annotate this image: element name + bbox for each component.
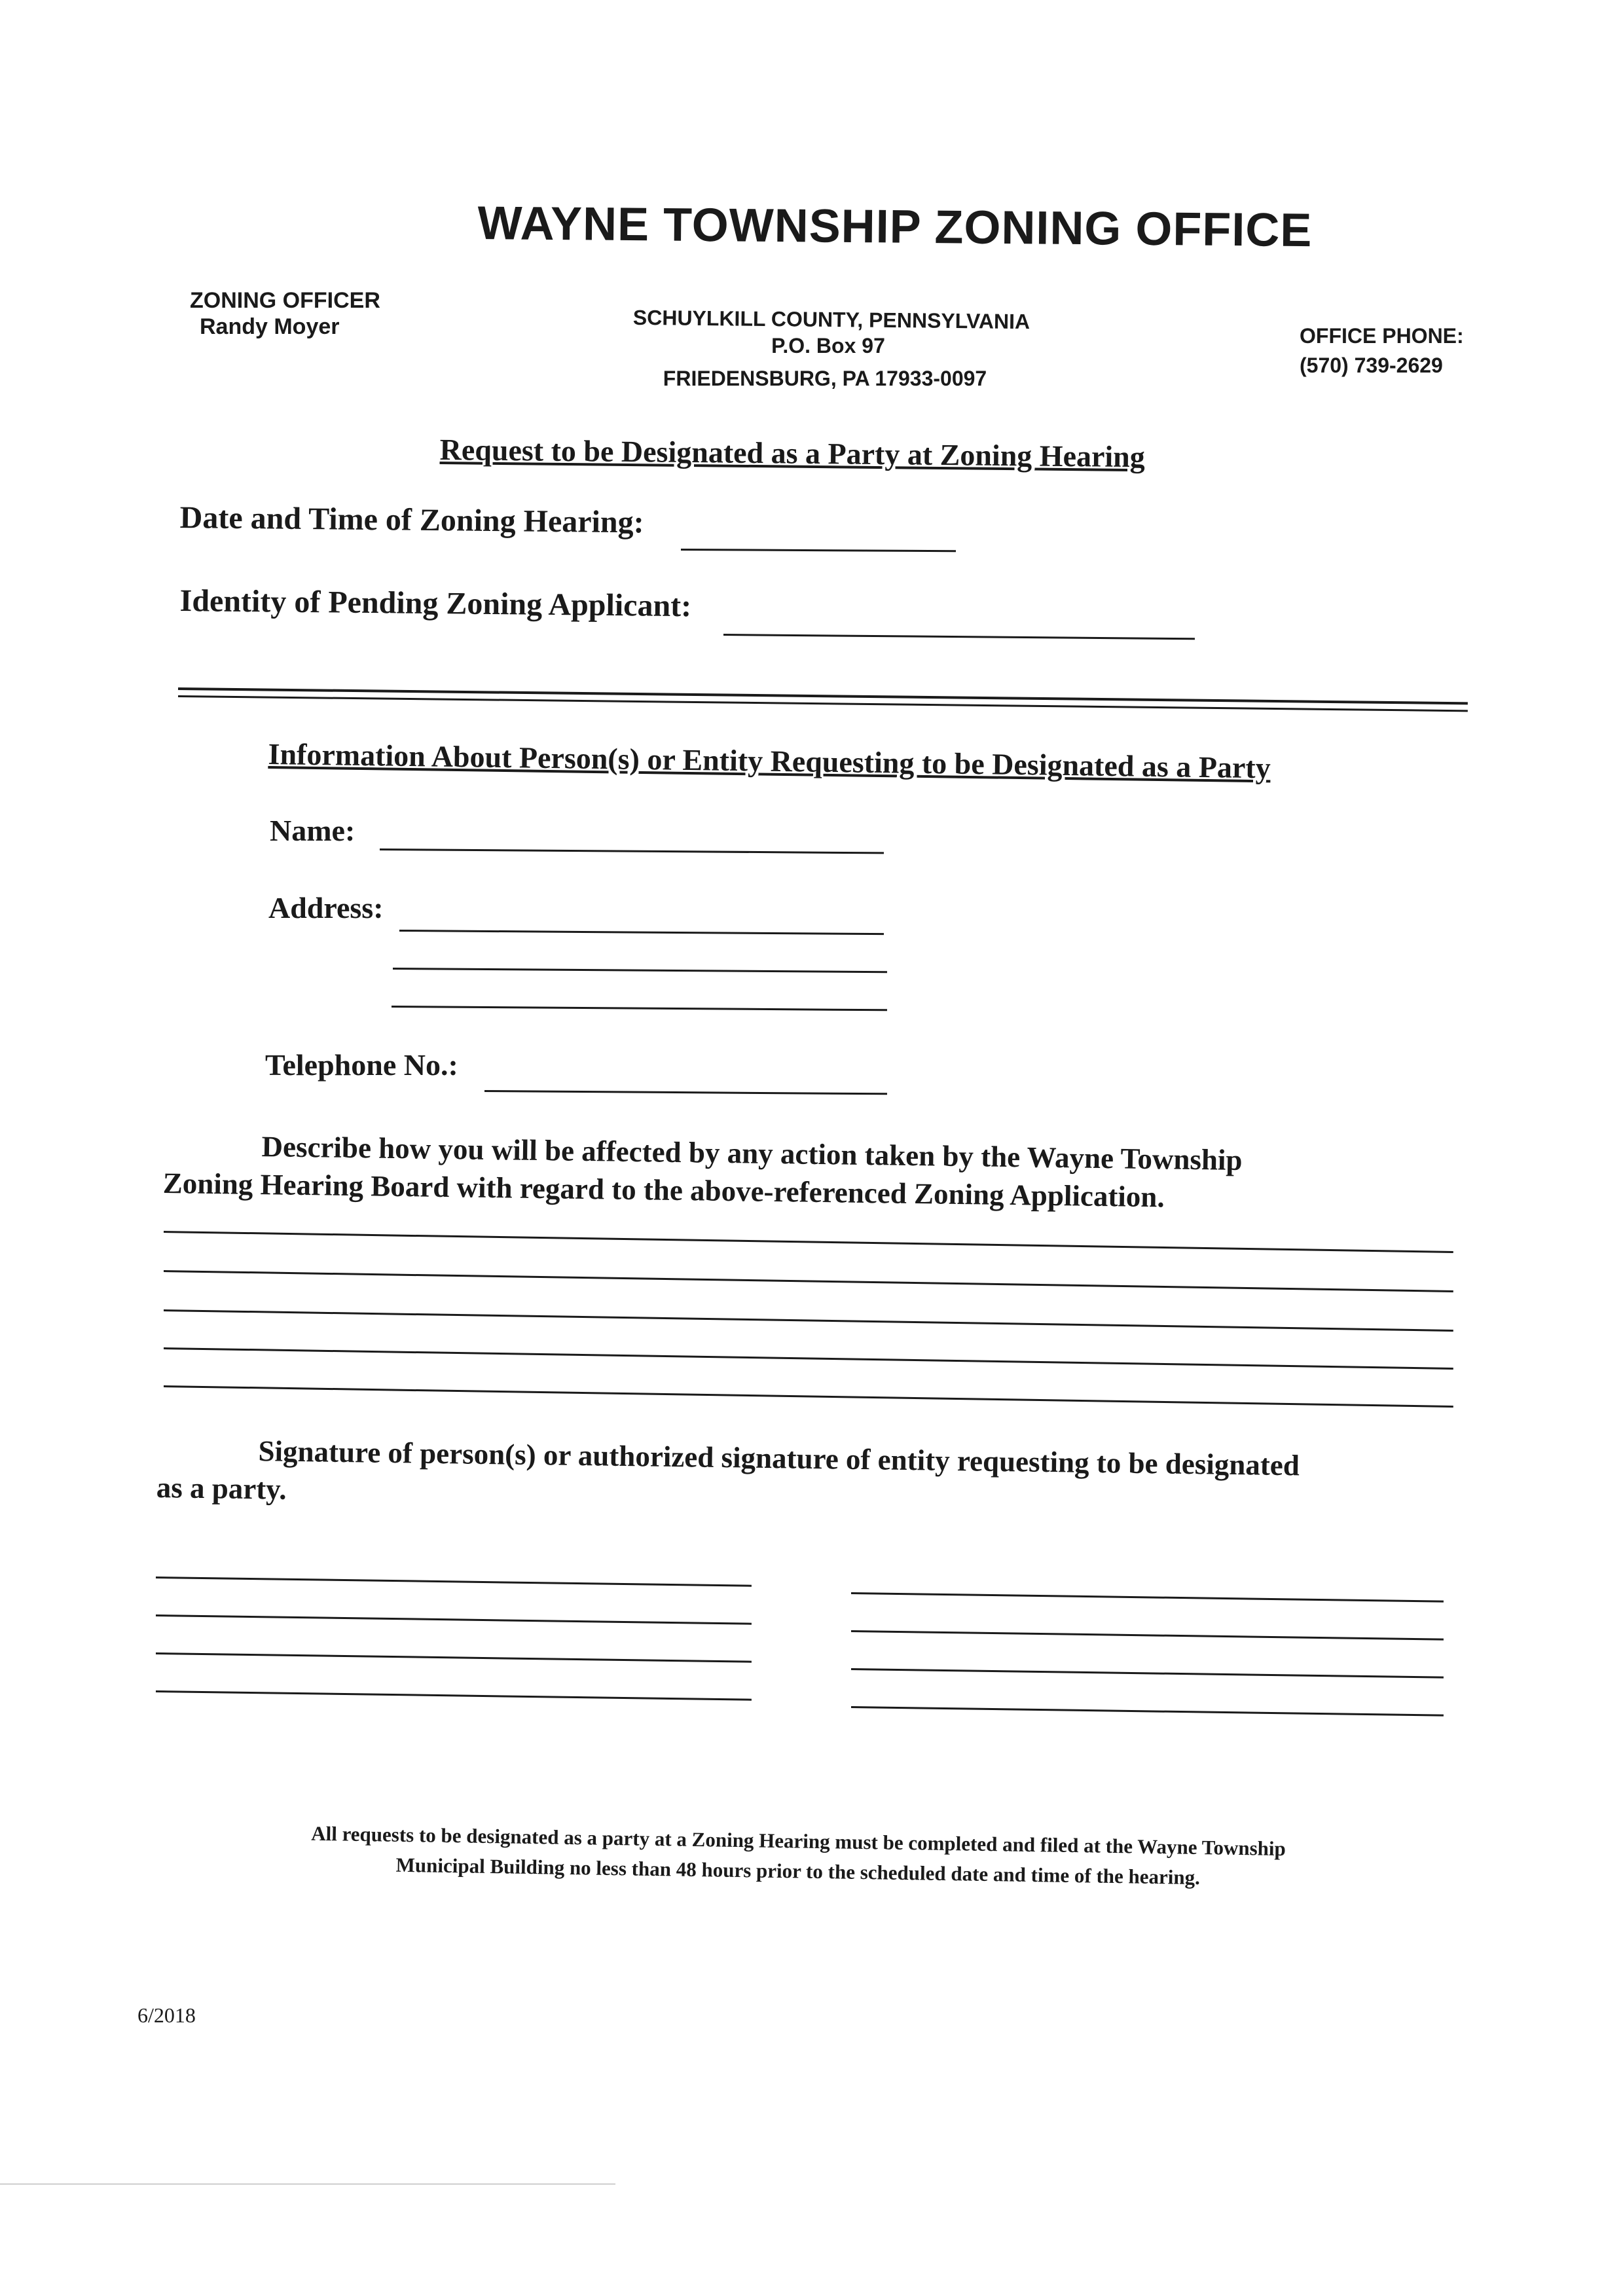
address-pobox: P.O. Box 97 bbox=[771, 334, 885, 357]
telephone-field[interactable] bbox=[484, 1090, 887, 1095]
zoning-officer-label: ZONING OFFICER bbox=[190, 288, 380, 313]
impact-field-line-1[interactable] bbox=[164, 1231, 1453, 1253]
address-city: FRIEDENSBURG, PA 17933-0097 bbox=[663, 367, 987, 390]
impact-instructions-line-2: Zoning Hearing Board with regard to the above-referenced Zoning Application. bbox=[162, 1166, 1165, 1214]
signature-right-line-2[interactable] bbox=[851, 1630, 1444, 1641]
hearing-date-field[interactable] bbox=[681, 549, 956, 552]
pending-applicant-label: Identity of Pending Zoning Applicant: bbox=[179, 583, 692, 624]
signature-right-line-4[interactable] bbox=[851, 1706, 1444, 1717]
pending-applicant-field[interactable] bbox=[723, 634, 1195, 640]
section-divider-secondary bbox=[178, 695, 1468, 712]
office-phone-label: OFFICE PHONE: bbox=[1300, 324, 1464, 348]
impact-instructions-line-1: Describe how you will be affected by any action taken by the Wayne Township bbox=[261, 1130, 1243, 1177]
address-field-line-2[interactable] bbox=[393, 968, 887, 973]
impact-instructions bbox=[162, 1126, 1472, 1220]
address-field-line-1[interactable] bbox=[399, 930, 884, 935]
telephone-label: Telephone No.: bbox=[265, 1048, 458, 1082]
zoning-officer-name: Randy Moyer bbox=[200, 314, 340, 339]
address-label: Address: bbox=[268, 891, 384, 924]
impact-field-line-4[interactable] bbox=[164, 1347, 1453, 1370]
filing-deadline-note-line-2: Municipal Building no less than 48 hours prior to the scheduled date and time of the hearing. bbox=[395, 1853, 1201, 1889]
office-title: WAYNE TOWNSHIP ZONING OFFICE bbox=[477, 196, 1313, 257]
signature-left-line-1[interactable] bbox=[156, 1576, 752, 1587]
signature-instructions-line-2: as a party. bbox=[156, 1470, 287, 1506]
revision-date: 6/2018 bbox=[137, 2003, 196, 2027]
filing-deadline-note bbox=[196, 1817, 1401, 1896]
signature-right-line-1[interactable] bbox=[851, 1592, 1444, 1603]
filing-deadline-note-line-1: All requests to be designated as a party at a Zoning Hearing must be completed and filed at the Wayne Township bbox=[310, 1821, 1286, 1861]
address-field-line-3[interactable] bbox=[392, 1006, 887, 1011]
scan-edge-divider bbox=[0, 2183, 615, 2185]
address-county: SCHUYLKILL COUNTY, PENNSYLVANIA bbox=[632, 305, 1030, 334]
requester-section-title: Information About Person(s) or Entity Requesting to be Designated as a Party bbox=[268, 737, 1271, 785]
signature-left-line-2[interactable] bbox=[156, 1614, 752, 1625]
signature-instructions-line-1: Signature of person(s) or authorized signature of entity requesting to be designated bbox=[258, 1434, 1300, 1482]
signature-instructions bbox=[156, 1430, 1466, 1525]
impact-field-line-3[interactable] bbox=[164, 1309, 1453, 1332]
office-phone-number: (570) 739-2629 bbox=[1300, 354, 1443, 377]
impact-field-line-2[interactable] bbox=[164, 1270, 1453, 1292]
signature-left-line-3[interactable] bbox=[156, 1652, 752, 1663]
name-field[interactable] bbox=[380, 848, 884, 854]
name-label: Name: bbox=[270, 814, 356, 847]
impact-field-line-5[interactable] bbox=[164, 1385, 1453, 1408]
form-title: Request to be Designated as a Party at Zoning Hearing bbox=[439, 432, 1146, 474]
signature-right-line-3[interactable] bbox=[851, 1668, 1444, 1679]
signature-left-line-4[interactable] bbox=[156, 1690, 752, 1701]
hearing-date-label: Date and Time of Zoning Hearing: bbox=[179, 500, 644, 540]
